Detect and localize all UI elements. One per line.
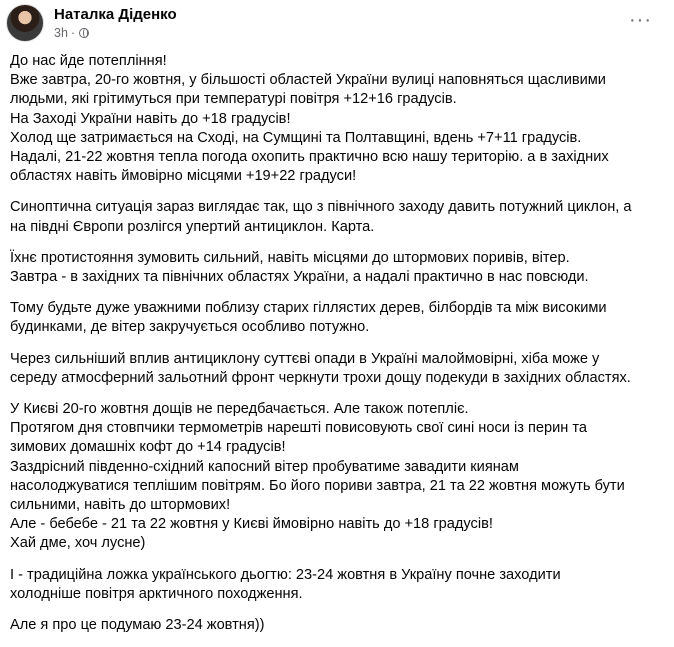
post-text-line: на півдні Європи розлігся упертий антициклон. Карта. xyxy=(10,218,375,235)
post-text-line: У Києві 20-го жовтня дощів не передбачається. Але також потепліє. xyxy=(10,401,469,418)
post-text-line: Вже завтра, 20-го жовтня, у більшості областей України вулиці наповняться щасливими xyxy=(10,72,606,89)
post-paragraph xyxy=(10,249,660,287)
meta-separator: · xyxy=(70,26,76,40)
post-text-line: зимових домашніх кофт до +14 градусів! xyxy=(10,439,286,456)
post-text-line: холодніше повітря арктичного походження. xyxy=(10,585,303,602)
post-paragraph xyxy=(10,616,660,635)
post-text-line: Через сильніший вплив антициклону суттєві опади в Україні малоймовірні, хіба може у xyxy=(10,350,600,367)
post-text-line: Але я про це подумаю 23-24 жовтня)) xyxy=(10,617,265,634)
post-body xyxy=(10,52,660,647)
post-paragraph xyxy=(10,400,660,554)
post-paragraph xyxy=(10,566,660,604)
post-text-line: Тому будьте дуже уважними поблизу старих гіллястих дерев, білбордів та між високими xyxy=(10,300,607,317)
post-text-line: Хай дме, хоч лусне) xyxy=(10,535,146,552)
post-text-line: Їхнє протистояння зумовить сильний, навіть місцями до штормових поривів, вітер. xyxy=(10,249,570,266)
post-text-line: Холод ще затримається на Сході, на Сумщині та Полтавщині, вдень +7+11 градусів. xyxy=(10,129,582,146)
post-meta xyxy=(54,26,89,40)
post-text-line: Протягом дня стовпчики термометрів нарешті повисовують свої сині носи із перин та xyxy=(10,420,587,437)
globe-icon[interactable] xyxy=(79,28,89,38)
post-text-line: Завтра - в західних та північних областях України, а надалі практично в нас повсюди. xyxy=(10,269,589,286)
post-paragraph xyxy=(10,350,660,388)
post-text-line: будинками, де вітер закручується особливо потужно. xyxy=(10,319,370,336)
post-paragraph xyxy=(10,198,660,236)
post-text-line: людьми, які грітимуться при температурі повітря +12+16 градусів. xyxy=(10,91,457,108)
post-text-line: Синоптична ситуація зараз виглядає так, що з північного заходу давить потужний циклон, а xyxy=(10,199,632,216)
post-text-line: Надалі, 21-22 жовтня тепла погода охопить практично всю нашу територію. а в західних xyxy=(10,149,609,166)
post-text-line: Але - бебебе - 21 та 22 жовтня у Києві ймовірно навіть до +18 градусів! xyxy=(10,516,493,533)
post-text-line: І - традиційна ложка українського дьогтю: 23-24 жовтня в Україну почне заходити xyxy=(10,566,561,583)
post-text-line: На Заході України навіть до +18 градусів! xyxy=(10,110,291,127)
post-text-line: До нас йде потепління! xyxy=(10,53,167,69)
post-text-line: областях навіть ймовірно місцями +19+22 градуси! xyxy=(10,168,357,185)
post-timestamp[interactable]: 3h xyxy=(54,26,68,40)
post-text-line: сильними, навіть до штормових! xyxy=(10,497,231,514)
author-name[interactable]: Наталка Діденко xyxy=(54,6,177,23)
post-text-line: насолоджуватися теплішим повітрям. Бо його пориви завтра, 21 та 22 жовтня можуть бути xyxy=(10,477,625,494)
more-horizontal-icon[interactable]: ··· xyxy=(629,9,652,31)
post-header xyxy=(6,4,664,44)
post-text-line: Заздрісний південно-східний капосний вітер пробуватиме завадити киянам xyxy=(10,458,519,475)
post-text-line: середу атмосферний зальотний фронт черкнути трохи дощу подекуди в західних областях. xyxy=(10,369,631,386)
post-paragraph xyxy=(10,299,660,337)
post-paragraph xyxy=(10,52,660,186)
author-avatar[interactable] xyxy=(6,4,44,42)
